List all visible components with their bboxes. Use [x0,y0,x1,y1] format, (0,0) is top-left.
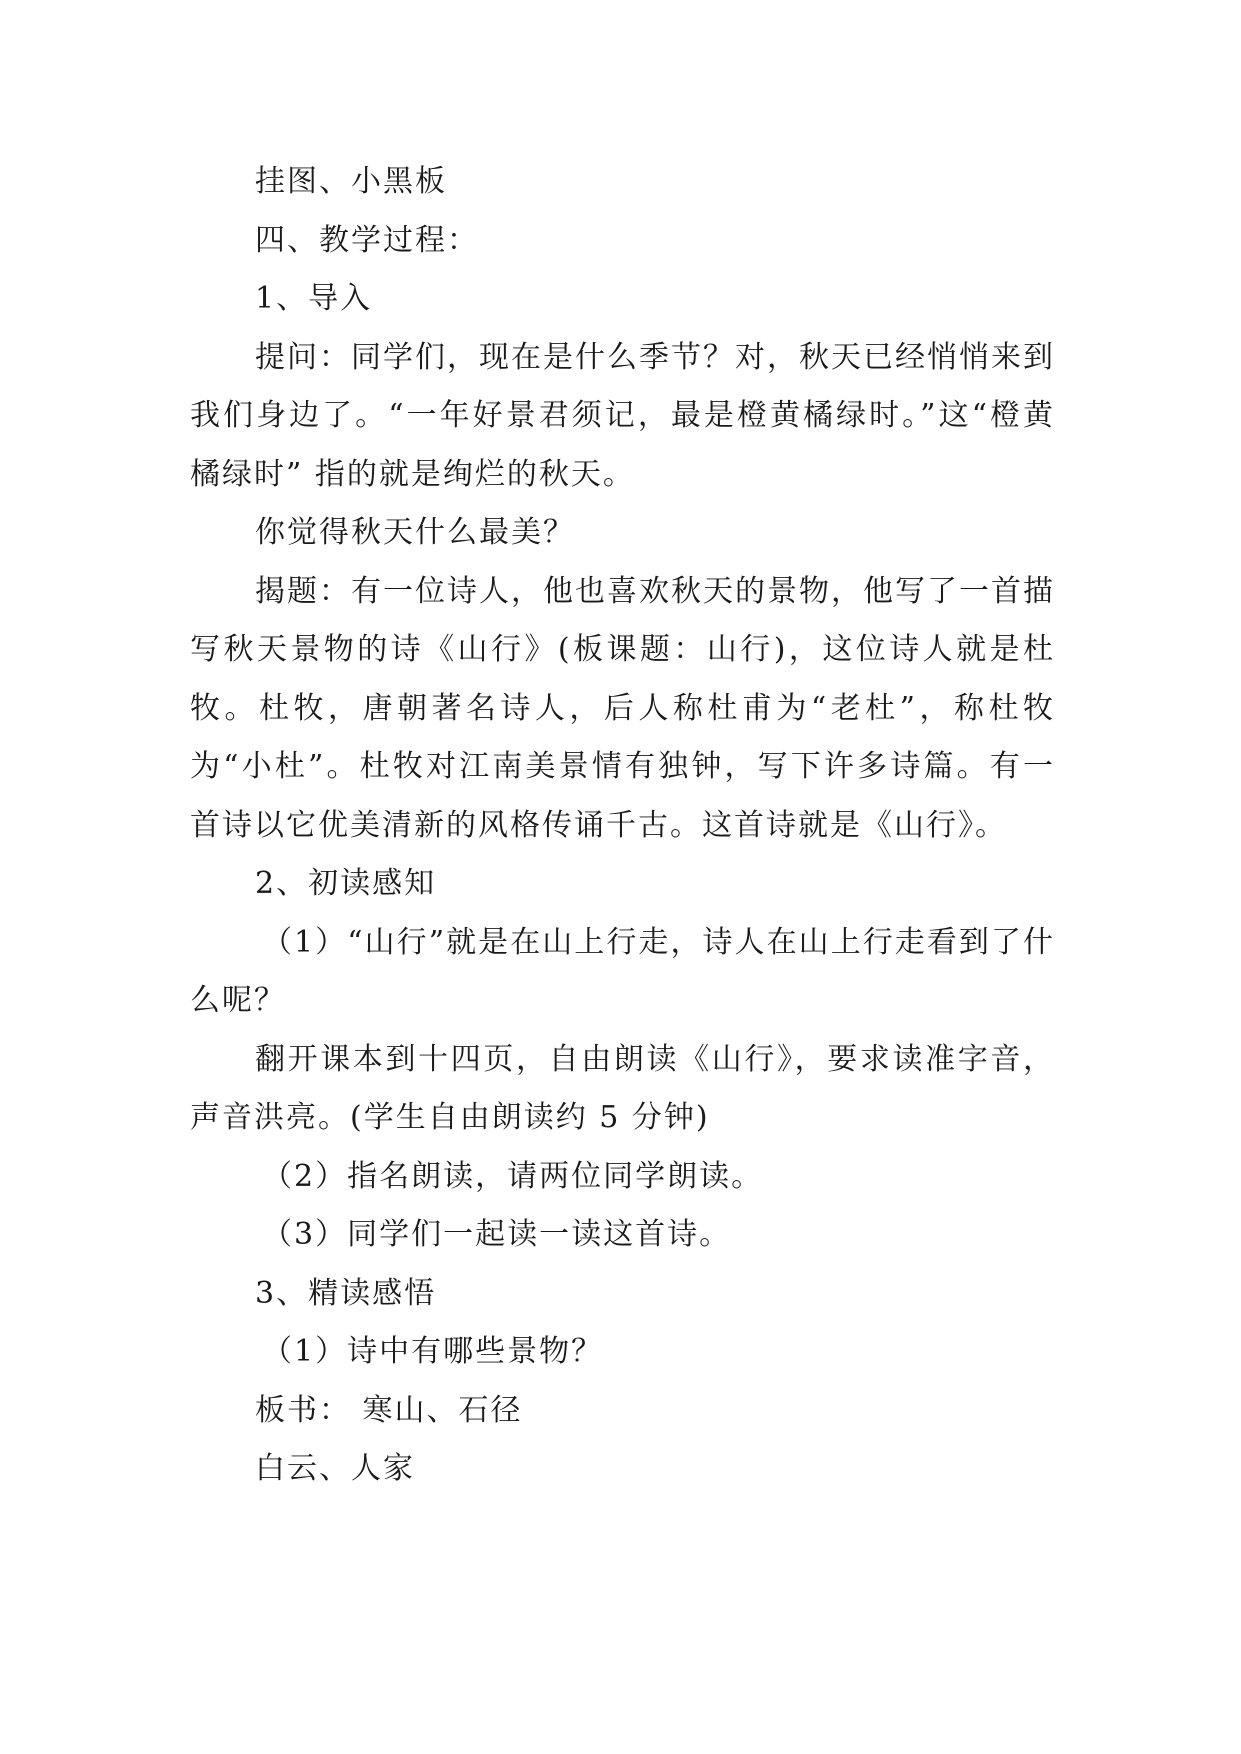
heading-first-reading: 2、初读感知 [255,866,437,901]
paragraph-board-writing: 板书： 寒山、石径 [255,1392,523,1428]
paragraph-step-2: （2）指名朗读，请两位同学朗读。 [262,1158,764,1194]
paragraph-reveal-title: 揭题：有一位诗人，他也喜欢秋天的景物，他写了一首描写秋天景物的诗《山行》(板课题：山行)，这位诗人就是杜牧。杜牧，唐朝著名诗人，后人称杜甫为“老杜”，称杜牧为“小杜”。杜牧对江南美景情有独钟，写下许多诗篇。有一首诗以它优美清新的风格传诵千古。这首诗就是《山行》。 [190,573,1055,843]
paragraph-scenery-question: （1）诗中有哪些景物？ [262,1334,604,1369]
paragraph-question: 提问：同学们，现在是什么季节？对，秋天已经悄悄来到我们身边了。“一年好景君须记，最是橙黄橘绿时。”这“橙黄橘绿时” 指的就是绚烂的秋天。 [190,339,1055,492]
document-body [190,153,1055,1499]
paragraph-what-is-beautiful: 你觉得秋天什么最美？ [255,515,575,550]
heading-close-reading: 3、精读感悟 [255,1275,437,1311]
heading-introduction: 1、导入 [255,281,373,316]
paragraph-materials: 挂图、小黑板 [255,164,447,199]
paragraph-open-textbook: 翻开课本到十四页，自由朗读《山行》，要求读准字音，声音洪亮。(学生自由朗读约 5 分钟) [190,1041,1055,1135]
heading-teaching-process: 四、教学过程： [255,222,479,258]
paragraph-board-writing-cont: 白云、人家 [255,1451,415,1486]
paragraph-step-1: （1）“山行”就是在山上行走，诗人在山上行走看到了什么呢？ [190,924,1055,1018]
paragraph-step-3: （3）同学们一起读一读这首诗。 [262,1217,732,1252]
